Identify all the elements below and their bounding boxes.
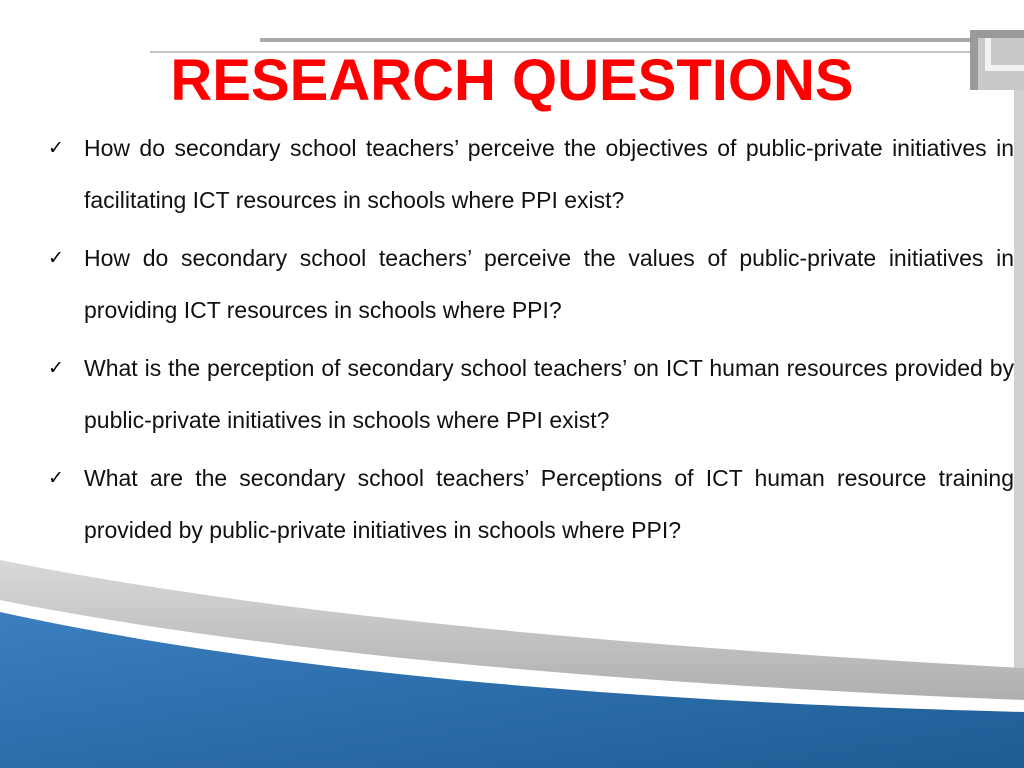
bullet-list [48,122,1014,562]
bottom-wave-decoration [0,560,1024,768]
slide-title: RESEARCH QUESTIONS [170,48,854,113]
checkmark-icon: ✓ [48,137,64,159]
checkmark-icon: ✓ [48,247,64,269]
bullet-text: What are the secondary school teachers’ Perceptions of ICT human resource training provided by public-private initiatives in schools where PPI? [84,465,1014,543]
bullet-text: How do secondary school teachers’ perceive the objectives of public-private initiatives in facilitating ICT resources in schools where PPI exist? [84,135,1014,213]
list-item [48,452,1014,556]
checkmark-icon: ✓ [48,467,64,489]
bullet-text: How do secondary school teachers’ perceive the values of public-private initiatives in providing ICT resources in schools where PPI? [84,245,1014,323]
checkmark-icon: ✓ [48,357,64,379]
list-item [48,342,1014,446]
right-edge-decoration [1014,90,1024,670]
list-item [48,122,1014,226]
list-item [48,232,1014,336]
bullet-text: What is the perception of secondary school teachers’ on ICT human resources provided by public-private initiatives in schools where PPI exist? [84,355,1014,433]
